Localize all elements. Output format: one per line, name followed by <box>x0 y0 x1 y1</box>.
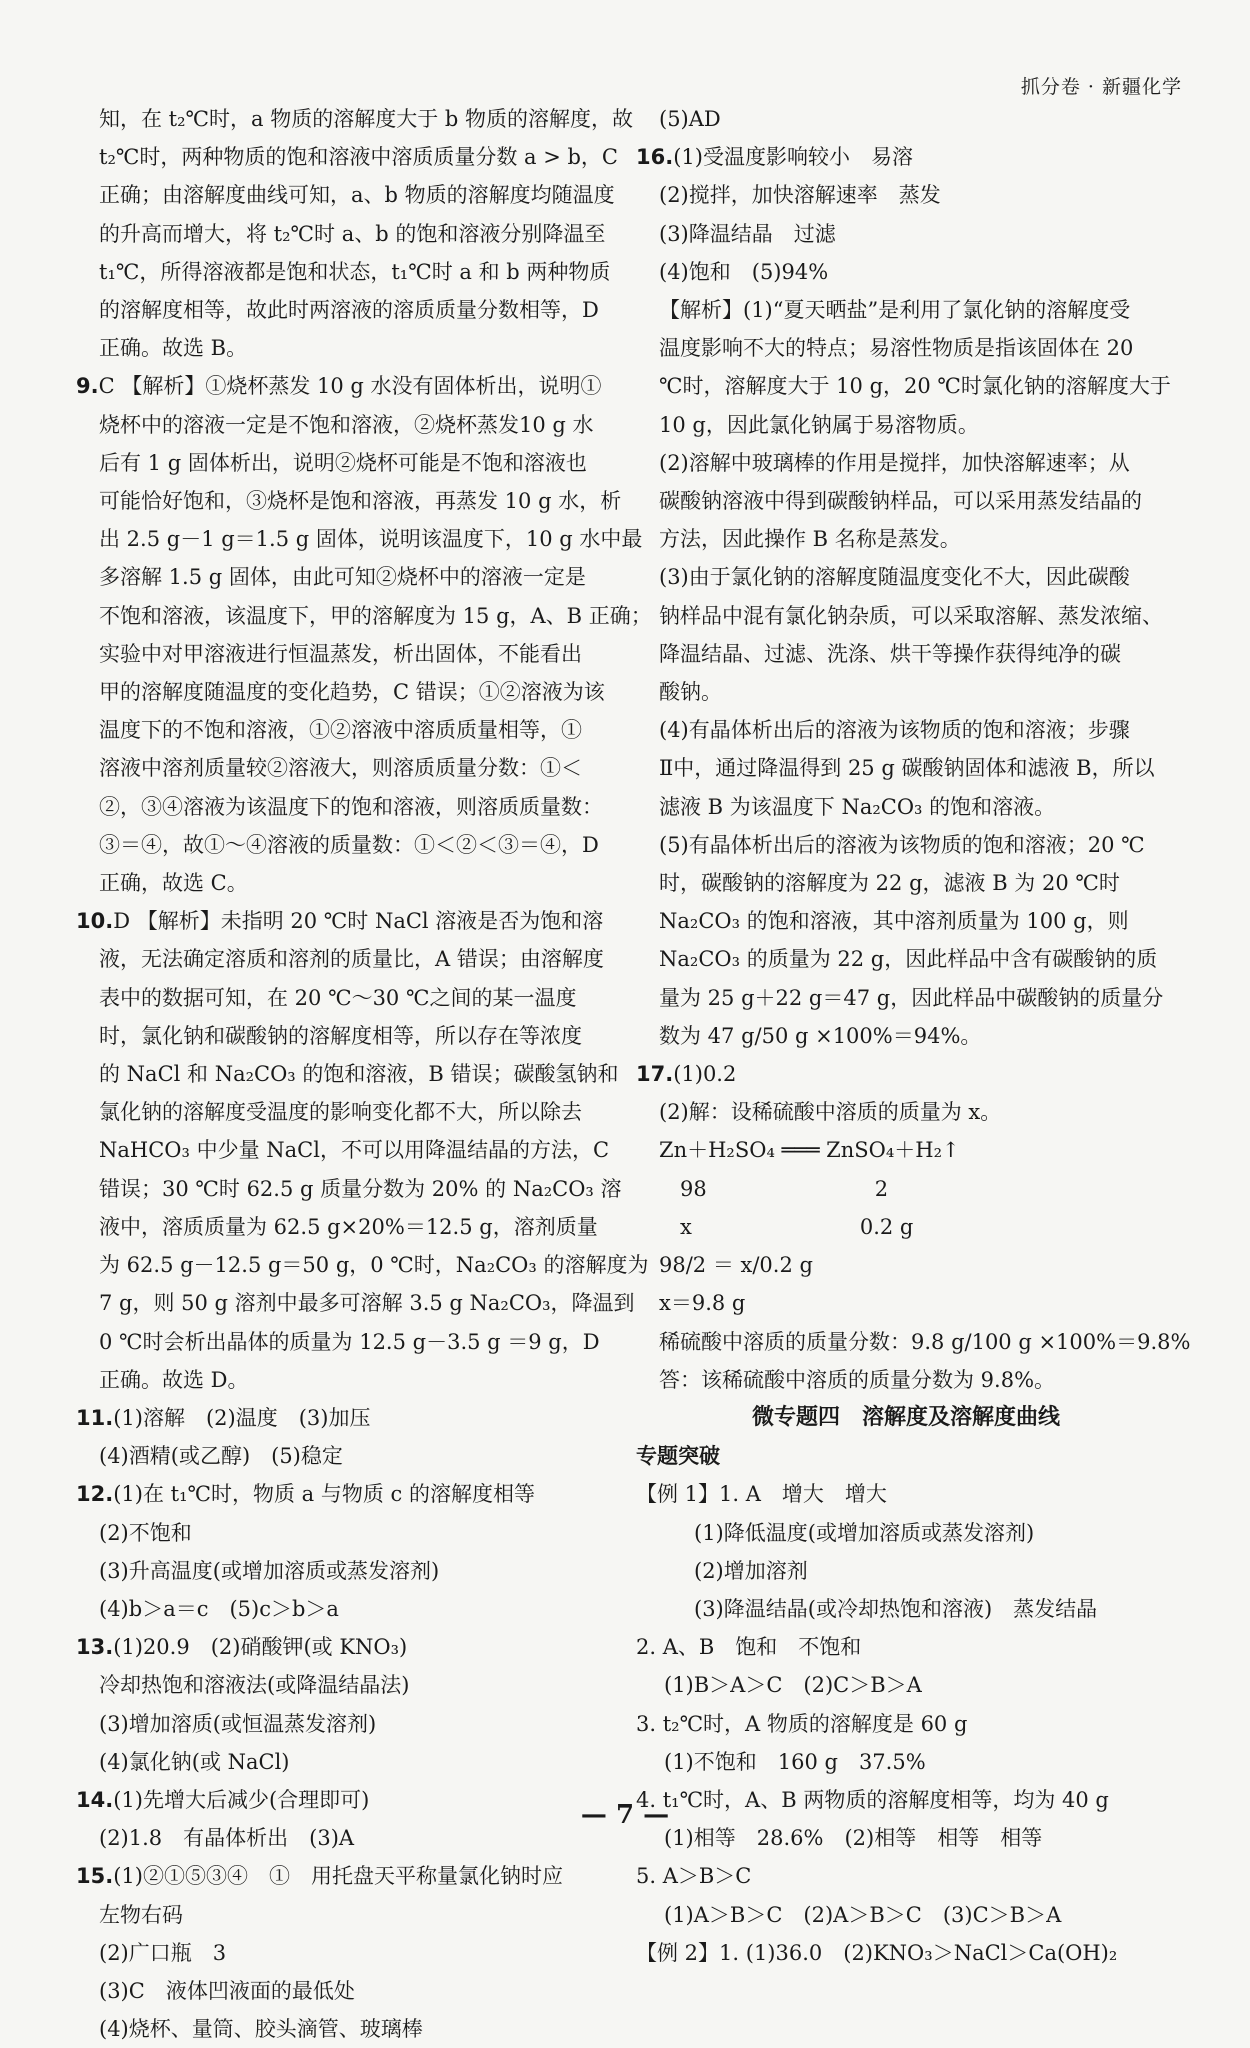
line-text: 错误；30 ℃时 62.5 g 质量分数为 20% 的 Na₂CO₃ 溶 <box>99 1176 622 1201</box>
text-line <box>636 1743 1176 1781</box>
text-line <box>76 864 616 902</box>
text-line <box>76 1361 616 1399</box>
text-line <box>636 1590 1176 1628</box>
line-text: 2. A、B 饱和 不饱和 <box>636 1635 862 1660</box>
line-text: 酸钠。 <box>659 680 722 705</box>
line-text: 知，在 t₂℃时，a 物质的溶解度大于 b 物质的溶解度，故 <box>99 107 634 131</box>
text-line <box>636 902 1176 940</box>
text-line <box>76 1170 622 1208</box>
text-line <box>76 673 616 711</box>
left-column <box>76 100 652 2048</box>
text-line <box>76 597 652 635</box>
line-text: 量为 25 g＋22 g＝47 g，因此样品中碳酸钠的质量分 <box>659 985 1164 1010</box>
text-line <box>636 1284 1176 1322</box>
text-line <box>76 215 616 253</box>
text-line <box>76 635 616 673</box>
page-header: 抓分卷 · 新疆化学 <box>1020 76 1182 98</box>
text-line <box>636 367 1176 405</box>
line-text: 0 ℃时会析出晶体的质量为 12.5 g－3.5 g ＝9 g，D <box>99 1329 600 1354</box>
text-line <box>636 329 1176 367</box>
line-text: 溶液中溶剂质量较②溶液大，则溶质质量分数：①＜ <box>99 756 582 781</box>
question-number: 17. <box>636 1062 674 1087</box>
line-text: 的升高而增大，将 t₂℃时 a、b 的饱和溶液分别降温至 <box>99 221 606 246</box>
question-number: 9. <box>76 374 99 399</box>
line-text: D 【解析】未指明 20 ℃时 NaCl 溶液是否为饱和溶 <box>113 909 604 934</box>
line-text: 氯化钠的溶解度受温度的影响变化都不大，所以除去 <box>99 1100 582 1125</box>
line-text: 烧杯中的溶液一定是不饱和溶液，②烧杯蒸发10 g 水 <box>99 412 594 437</box>
text-line <box>636 788 1176 826</box>
text-line <box>636 1170 1176 1208</box>
line-text: (1)A＞B＞C (2)A＞B＞C (3)C＞B＞A <box>664 1902 1062 1927</box>
line-text: ℃时，溶解度大于 10 g，20 ℃时氯化钠的溶解度大于 <box>659 374 1171 399</box>
text-line <box>636 482 1176 520</box>
line-text: 4. t₁℃时，A、B 两物质的溶解度相等，均为 40 g <box>636 1787 1109 1812</box>
line-text: (1)溶解 (2)温度 (3)加压 <box>113 1405 371 1430</box>
subsection-title: 专题突破 <box>636 1444 720 1469</box>
text-line <box>636 1857 1176 1895</box>
line-text: x 0.2 g <box>659 1214 914 1239</box>
text-line <box>76 1246 649 1284</box>
text-line <box>636 1131 1176 1169</box>
text-line <box>636 1934 1176 1972</box>
line-text: 的 NaCl 和 Na₂CO₃ 的饱和溶液，B 错误；碳酸氢钠和 <box>99 1062 619 1087</box>
line-text: 碳酸钠溶液中得到碳酸钠样品，可以采用蒸发结晶的 <box>659 489 1142 514</box>
text-line <box>76 940 616 978</box>
line-text: (2)增加溶剂 <box>694 1558 808 1583</box>
line-text: 温度影响不大的特点；易溶性物质是指该固体在 20 <box>659 336 1134 361</box>
line-text: (4)饱和 (5)94% <box>659 259 829 284</box>
text-line <box>76 1972 616 2010</box>
text-line <box>636 1323 1191 1361</box>
line-text: 5. A＞B＞C <box>636 1864 752 1889</box>
text-line <box>76 100 634 138</box>
line-text: 【解析】(1)“夏天晒盐”是利用了氯化钠的溶解度受 <box>659 298 1131 323</box>
text-line <box>636 1666 1176 1704</box>
line-text: 液，无法确定溶质和溶剂的质量比，A 错误；由溶解度 <box>99 947 604 972</box>
text-line <box>636 215 1176 253</box>
text-line <box>76 826 616 864</box>
line-text: 正确。故选 D。 <box>99 1367 249 1392</box>
line-text: Na₂CO₃ 的质量为 22 g，因此样品中含有碳酸钠的质 <box>659 947 1158 972</box>
text-line <box>76 1284 635 1322</box>
question-number: 15. <box>76 1864 114 1889</box>
text-line <box>636 1055 1176 1093</box>
text-line <box>636 1017 1176 1055</box>
line-text: 【例 1】1. A 增大 增大 <box>636 1482 887 1507</box>
page-number: — 7 — <box>580 1800 670 1830</box>
text-line <box>636 520 1176 558</box>
line-text: (1)0.2 <box>673 1062 737 1087</box>
line-text: (2)1.8 有晶体析出 (3)A <box>99 1826 355 1851</box>
line-text: (1)先增大后减少(合理即可) <box>113 1787 370 1812</box>
text-line <box>636 1246 1176 1284</box>
text-line <box>636 1475 1176 1513</box>
line-text: C 【解析】①烧杯蒸发 10 g 水没有固体析出，说明① <box>98 374 602 399</box>
line-text: Ⅱ中，通过降温得到 25 g 碳酸钠固体和滤液 B，所以 <box>659 756 1155 781</box>
line-text: 多溶解 1.5 g 固体，由此可知②烧杯中的溶液一定是 <box>99 565 586 590</box>
text-line <box>76 482 622 520</box>
line-text: (4)b＞a＝c (5)c＞b＞a <box>99 1596 339 1621</box>
line-text: (3)降温结晶(或冷却热饱和溶液) 蒸发结晶 <box>694 1596 1098 1621</box>
line-text: 98/2 ＝ x/0.2 g <box>659 1253 813 1278</box>
text-line <box>76 1475 616 1513</box>
text-line <box>76 788 616 826</box>
text-line <box>76 138 616 176</box>
text-line <box>636 979 1176 1017</box>
line-text: 冷却热饱和溶液法(或降温结晶法) <box>99 1673 410 1698</box>
text-line <box>76 329 616 367</box>
line-text: (4)酒精(或乙醇) (5)稳定 <box>99 1444 343 1469</box>
text-line <box>76 711 616 749</box>
text-line <box>76 902 616 940</box>
text-line <box>76 1666 616 1704</box>
line-text: t₂℃时，两种物质的饱和溶液中溶质质量分数 a > b，C <box>99 145 618 170</box>
text-line <box>636 826 1176 864</box>
line-text: 滤液 B 为该温度下 Na₂CO₃ 的饱和溶液。 <box>659 794 1056 819</box>
line-text: NaHCO₃ 中少量 NaCl，不可以用降温结晶的方法，C <box>99 1138 610 1163</box>
text-line <box>636 444 1176 482</box>
line-text: 为 62.5 g－12.5 g＝50 g，0 ℃时，Na₂CO₃ 的溶解度为 <box>99 1253 649 1278</box>
question-number: 16. <box>636 145 674 170</box>
text-line <box>636 673 1176 711</box>
question-number: 11. <box>76 1405 114 1430</box>
text-line <box>636 940 1176 978</box>
question-number: 12. <box>76 1482 114 1507</box>
line-text: (1)20.9 (2)硝酸钾(或 KNO₃) <box>113 1635 408 1660</box>
text-line <box>636 138 1176 176</box>
line-text: (2)不饱和 <box>99 1520 192 1545</box>
line-text: (3)由于氯化钠的溶解度随温度变化不大，因此碳酸 <box>659 565 1130 590</box>
text-line <box>76 1552 616 1590</box>
line-text: 10 g，因此氯化钠属于易溶物质。 <box>659 412 979 437</box>
line-text: (5)有晶体析出后的溶液为该物质的饱和溶液；20 ℃ <box>659 832 1145 857</box>
text-line <box>636 291 1176 329</box>
question-number: 14. <box>76 1787 114 1812</box>
text-line <box>76 749 616 787</box>
section-title: 微专题四 溶解度及溶解度曲线 <box>751 1404 1060 1430</box>
line-text: 可能恰好饱和，③烧杯是饱和溶液，再蒸发 10 g 水，析 <box>99 489 622 514</box>
text-line <box>636 1628 1176 1666</box>
text-line <box>636 1514 1176 1552</box>
line-text: (1)降低温度(或增加溶质或蒸发溶剂) <box>694 1520 1035 1545</box>
line-text: (3)升高温度(或增加溶质或蒸发溶剂) <box>99 1558 440 1583</box>
text-line <box>76 291 616 329</box>
text-line <box>76 1399 616 1437</box>
line-text: 后有 1 g 固体析出，说明②烧杯可能是不饱和溶液也 <box>99 450 587 475</box>
text-line <box>76 1093 616 1131</box>
text-line <box>76 253 616 291</box>
text-line <box>76 2010 616 2048</box>
line-text: 不饱和溶液，该温度下，甲的溶解度为 15 g，A、B 正确； <box>99 603 652 628</box>
line-text: 降温结晶、过滤、洗涤、烘干等操作获得纯净的碳 <box>659 641 1121 666</box>
text-line <box>636 100 1176 138</box>
line-text: (2)溶解中玻璃棒的作用是搅拌，加快溶解速率；从 <box>659 450 1130 475</box>
text-line <box>636 1705 1176 1743</box>
text-line <box>636 864 1176 902</box>
line-text: (1)②①⑤③④ ① 用托盘天平称量氯化钠时应 <box>113 1864 563 1889</box>
text-line <box>76 1323 616 1361</box>
line-text: Na₂CO₃ 的饱和溶液，其中溶剂质量为 100 g，则 <box>659 909 1129 934</box>
text-line <box>636 597 1176 635</box>
text-line <box>636 1093 1176 1131</box>
text-line <box>76 1055 619 1093</box>
line-text: 正确；由溶解度曲线可知，a、b 物质的溶解度均随温度 <box>99 183 615 208</box>
question-number: 13. <box>76 1635 114 1660</box>
line-text: x＝9.8 g <box>659 1291 746 1316</box>
line-text: 【例 2】1. (1)36.0 (2)KNO₃＞NaCl＞Ca(OH)₂ <box>636 1940 1118 1965</box>
text-line <box>76 1017 616 1055</box>
line-text: 稀硫酸中溶质的质量分数：9.8 g/100 g ×100%＝9.8% <box>659 1329 1191 1354</box>
text-line <box>636 1552 1176 1590</box>
text-line <box>76 1208 616 1246</box>
line-text: (4)氯化钠(或 NaCl) <box>99 1749 290 1774</box>
text-line <box>636 558 1176 596</box>
text-line <box>636 711 1176 749</box>
text-line <box>76 1743 616 1781</box>
right-answers-top <box>636 100 1191 1399</box>
line-text: (4)烧杯、量筒、胶头滴管、玻璃棒 <box>99 2017 423 2042</box>
text-line <box>76 1590 616 1628</box>
line-text: (5)AD <box>659 107 721 131</box>
line-text: ③＝④，故①～④溶液的质量数：①＜②＜③＝④，D <box>99 832 599 857</box>
text-line <box>76 1934 616 1972</box>
text-line <box>76 558 616 596</box>
text-line <box>636 1208 1176 1246</box>
text-line <box>636 749 1176 787</box>
line-text: (1)不饱和 160 g 37.5% <box>664 1749 926 1774</box>
line-text: (3)C 液体凹液面的最低处 <box>99 1978 355 2003</box>
line-text: 答：该稀硫酸中溶质的质量分数为 9.8%。 <box>659 1367 1056 1392</box>
line-text: 温度下的不饱和溶液，①②溶液中溶质质量相等，① <box>99 718 582 743</box>
text-line <box>636 1361 1176 1399</box>
line-text: (1)受温度影响较小 易溶 <box>673 145 913 170</box>
line-text: 正确，故选 C。 <box>99 871 248 896</box>
line-text: 3. t₂℃时，A 物质的溶解度是 60 g <box>636 1711 968 1736</box>
text-line <box>76 979 616 1017</box>
text-line <box>636 406 1176 444</box>
text-line <box>76 444 616 482</box>
line-text: 正确。故选 B。 <box>99 336 248 361</box>
text-line <box>76 1131 616 1169</box>
line-text: (3)增加溶质(或恒温蒸发溶剂) <box>99 1711 377 1736</box>
line-text: (1)在 t₁℃时，物质 a 与物质 c 的溶解度相等 <box>113 1482 535 1507</box>
line-text: (2)搅拌，加快溶解速率 蒸发 <box>659 183 941 208</box>
line-text: 数为 47 g/50 g ×100%＝94%。 <box>659 1023 982 1048</box>
text-line <box>636 635 1176 673</box>
text-line <box>76 367 616 405</box>
line-text: 方法，因此操作 B 名称是蒸发。 <box>659 527 961 552</box>
line-text: 时，氯化钠和碳酸钠的溶解度相等，所以存在等浓度 <box>99 1023 582 1048</box>
question-number: 10. <box>76 909 114 934</box>
text-line <box>76 1857 616 1895</box>
line-text: 的溶解度相等，故此时两溶液的溶质质量分数相等，D <box>99 298 599 323</box>
line-text: 左物右码 <box>99 1902 183 1927</box>
line-text: 钠样品中混有氯化钠杂质，可以采取溶解、蒸发浓缩、 <box>659 603 1163 628</box>
line-text: (3)降温结晶 过滤 <box>659 221 836 246</box>
line-text: (2)解：设稀硫酸中溶质的质量为 x。 <box>659 1100 1002 1125</box>
line-text: Zn＋H₂SO₄ ═══ ZnSO₄＋H₂↑ <box>659 1138 960 1163</box>
text-line <box>76 176 616 214</box>
line-text: 液中，溶质质量为 62.5 g×20%＝12.5 g，溶剂质量 <box>99 1214 598 1239</box>
text-line <box>76 1896 616 1934</box>
right-answers-bottom <box>636 1475 1176 1972</box>
line-text: 甲的溶解度随温度的变化趋势，C 错误；①②溶液为该 <box>99 680 605 705</box>
text-line <box>76 1437 616 1475</box>
text-line <box>76 1514 616 1552</box>
line-text: 98 2 <box>659 1176 889 1201</box>
line-text: (2)广口瓶 3 <box>99 1940 227 1965</box>
line-text: (1)B＞A＞C (2)C＞B＞A <box>664 1673 922 1698</box>
line-text: ②，③④溶液为该温度下的饱和溶液，则溶质质量数： <box>99 794 603 819</box>
text-line <box>636 1896 1176 1934</box>
line-text: 时，碳酸钠的溶解度为 22 g，滤液 B 为 20 ℃时 <box>659 871 1120 896</box>
text-line <box>636 176 1176 214</box>
line-text: t₁℃，所得溶液都是饱和状态，t₁℃时 a 和 b 两种物质 <box>99 259 611 284</box>
line-text: 表中的数据可知，在 20 ℃～30 ℃之间的某一温度 <box>99 985 577 1010</box>
line-text: 实验中对甲溶液进行恒温蒸发，析出固体，不能看出 <box>99 641 582 666</box>
line-text: 出 2.5 g－1 g＝1.5 g 固体，说明该温度下，10 g 水中最 <box>99 527 643 552</box>
text-line <box>76 1705 616 1743</box>
line-text: (4)有晶体析出后的溶液为该物质的饱和溶液；步骤 <box>659 718 1130 743</box>
right-column <box>636 100 1191 1972</box>
line-text: 7 g，则 50 g 溶剂中最多可溶解 3.5 g Na₂CO₃，降温到 <box>99 1291 635 1316</box>
text-line <box>636 253 1176 291</box>
line-text: (1)相等 28.6% (2)相等 相等 相等 <box>664 1826 1043 1851</box>
text-line <box>76 406 616 444</box>
text-line <box>76 1628 616 1666</box>
text-line <box>76 520 643 558</box>
